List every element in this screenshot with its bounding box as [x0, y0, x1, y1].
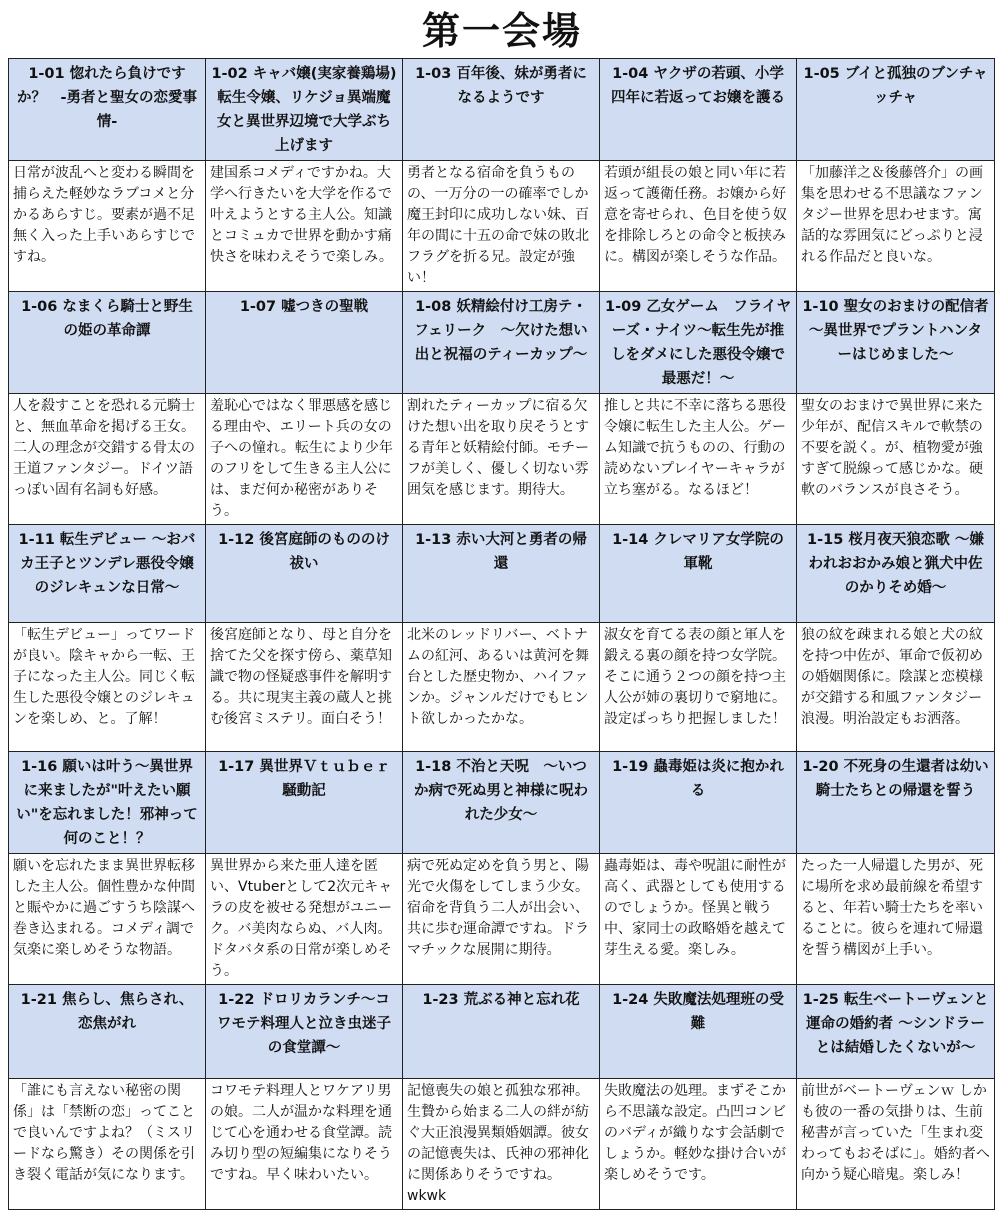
- comment-row: [9, 1079, 995, 1210]
- entry-title: 1-18 不治と天呪 ～いつか病で死ぬ男と神様に呪われた少女～: [403, 752, 600, 854]
- entry-title: 1-13 赤い大河と勇者の帰還: [403, 525, 600, 623]
- entry-comment: 病で死ぬ定めを負う男と、陽光で火傷をしてしまう少女。宿命を背負う二人が出会い、共に歩む運命譚ですね。ドラマチックな展開に期待。: [403, 854, 600, 985]
- entry-comment: 異世界から来た亜人達を匿い、Vtuberとして2次元キャラの皮を被せる発想がユニーク。バ美肉ならぬ、バ人肉。ドタバタ系の日常が楽しめそう。: [206, 854, 403, 985]
- entry-title: 1-03 百年後、妹が勇者になるようです: [403, 59, 600, 161]
- title-row: [9, 59, 995, 161]
- entry-comment: 前世がベートーヴェンｗ しかも彼の一番の気掛りは、生前秘書が言っていた「生まれ変わってもおそばに」。婚約者へ向かう疑心暗鬼。楽しみ！: [797, 1079, 995, 1210]
- entry-comment: コワモテ料理人とワケアリ男の娘。二人が温かな料理を通じて心を通わせる食堂譚。読み切り型の短編集になりそうですね。早く味わいたい。: [206, 1079, 403, 1210]
- page-title: 第一会場: [421, 9, 582, 53]
- entry-title: 1-21 焦らし、焦らされ、恋焦がれ: [9, 985, 206, 1079]
- entry-comment: 「加藤洋之＆後藤啓介」の画集を思わせる不思議なファンタジー世界を思わせます。寓話的な雰囲気にどっぷりと浸れる作品だと良いな。: [797, 161, 995, 292]
- entry-title: 1-12 後宮庭師のもののけ祓い: [206, 525, 403, 623]
- entry-title: 1-10 聖女のおまけの配信者～異世界でプラントハンターはじめました～: [797, 292, 995, 394]
- entry-comment: 「誰にも言えない秘密の関係」は「禁断の恋」ってことで良いんですよね？（ミスリードなら驚き）その関係を引き裂く電話が気になります。: [9, 1079, 206, 1210]
- entry-title: 1-16 願いは叶う～異世界に来ましたが"叶えたい願い"を忘れました！邪神って何のこと！？: [9, 752, 206, 854]
- comment-row: [9, 854, 995, 985]
- entry-comment: 狼の紋を疎まれる娘と犬の紋を持つ中佐が、軍命で仮初めの婚姻関係に。陰謀と恋模様が交錯する和風ファンタジー浪漫。明治設定もお洒落。: [797, 623, 995, 752]
- title-row: [9, 292, 995, 394]
- title-row: [9, 525, 995, 623]
- entry-comment: 「転生デビュー」ってワードが良い。陰キャから一転、王子になった主人公。同じく転生した悪役令嬢とのジレキュンを楽しめ、と。了解！: [9, 623, 206, 752]
- entry-comment: 記憶喪失の娘と孤独な邪神。生贄から始まる二人の絆が紡ぐ大正浪漫異類婚姻譚。彼女の記憶喪失は、氏神の邪神化に関係ありそうですね。wkwk: [403, 1079, 600, 1210]
- entry-title: 1-22 ドロリカランチ～コワモテ料理人と泣き虫迷子の食堂譚～: [206, 985, 403, 1079]
- entry-comment: 聖女のおまけで異世界に来た少年が、配信スキルで軟禁の不要を説く。が、植物愛が強すぎて脱線って感じかな。硬軟のバランスが良さそう。: [797, 394, 995, 525]
- comment-row: [9, 394, 995, 525]
- entry-title: 1-08 妖精絵付け工房テ・フェリーク ～欠けた想い出と祝福のティーカップ～: [403, 292, 600, 394]
- entry-comment: 後宮庭師となり、母と自分を捨てた父を探す傍ら、薬草知識で物の怪疑惑事件を解明する。共に現実主義の蔵人と挑む後宮ミステリ。面白そう！: [206, 623, 403, 752]
- entry-title: 1-17 異世界Ｖｔｕｂｅｒ騒動記: [206, 752, 403, 854]
- comment-row: [9, 161, 995, 292]
- entry-comment: 人を殺すことを恐れる元騎士と、無血革命を掲げる王女。二人の理念が交錯する骨太の王道ファンタジー。ドイツ語っぽい固有名詞も好感。: [9, 394, 206, 525]
- entry-comment: たった一人帰還した男が、死に場所を求め最前線を希望すると、年若い騎士たちを率いることに。彼らを連れて帰還を誓う構図が上手い。: [797, 854, 995, 985]
- entry-comment: 願いを忘れたまま異世界転移した主人公。個性豊かな仲間と賑やかに過ごすうち陰謀へ巻き込まれる。コメディ調で気楽に楽しめそうな物語。: [9, 854, 206, 985]
- entry-comment: 勇者となる宿命を負うものの、一万分の一の確率でしか魔王封印に成功しない妹、百年の間に十五の命で妹の敗北フラグを折る兄。設定が強い！: [403, 161, 600, 292]
- entry-title: 1-25 転生ベートーヴェンと運命の婚約者 ～シンドラーとは結婚したくないが～: [797, 985, 995, 1079]
- entry-title: 1-07 嘘つきの聖戦: [206, 292, 403, 394]
- comment-row: [9, 623, 995, 752]
- entry-comment: 淑女を育てる表の顔と軍人を鍛える裏の顔を持つ女学院。そこに通う２つの顔を持つ主人公が姉の裏切りで窮地に。設定ばっちり把握しました！: [600, 623, 797, 752]
- entry-title: 1-14 クレマリア女学院の軍靴: [600, 525, 797, 623]
- title-row: [9, 752, 995, 854]
- entry-comment: 推しと共に不幸に落ちる悪役令嬢に転生した主人公。ゲーム知識で抗うものの、行動の読めないプレイヤーキャラが立ち塞がる。なるほど！: [600, 394, 797, 525]
- entry-title: 1-02 キャバ嬢(実家養鶏場)転生令嬢、リケジョ異端魔女と異世界辺境で大学ぶち上げます: [206, 59, 403, 161]
- entries-table: [8, 58, 995, 1210]
- entry-title: 1-23 荒ぶる神と忘れ花: [403, 985, 600, 1079]
- entry-comment: 日常が波乱へと変わる瞬間を捕らえた軽妙なラブコメと分かるあらすじ。要素が過不足無く入った上手いあらすじですね。: [9, 161, 206, 292]
- entry-comment: 羞恥心ではなく罪悪感を感じる理由や、エリート兵の女の子への憧れ。転生により少年のフリをして生きる主人公には、まだ何か秘密がありそう。: [206, 394, 403, 525]
- entry-title: 1-15 桜月夜天狼恋歌 ～嫌われおおかみ娘と猟犬中佐のかりそめ婚～: [797, 525, 995, 623]
- entry-title: 1-06 なまくら騎士と野生の姫の革命譚: [9, 292, 206, 394]
- entry-title: 1-11 転生デビュー ～おバカ王子とツンデレ悪役令嬢のジレキュンな日常～: [9, 525, 206, 623]
- entry-title: 1-19 蟲毒姫は炎に抱かれる: [600, 752, 797, 854]
- title-row: [9, 985, 995, 1079]
- entry-comment: 失敗魔法の処理。まずそこから不思議な設定。凸凹コンビのバディが織りなす会話劇でしょうか。軽妙な掛け合いが楽しめそうです。: [600, 1079, 797, 1210]
- entry-title: 1-05 ブイと孤独のブンチャッチャ: [797, 59, 995, 161]
- entry-title: 1-20 不死身の生還者は幼い騎士たちとの帰還を誓う: [797, 752, 995, 854]
- entry-comment: 割れたティーカップに宿る欠けた想い出を取り戻そうとする青年と妖精絵付師。モチーフが美しく、優しく切ない雰囲気を感じます。期待大。: [403, 394, 600, 525]
- entry-comment: 北米のレッドリバー、ベトナムの紅河、あるいは黄河を舞台とした歴史物か、ハイファンか。ジャンルだけでもヒント欲しかったかな。: [403, 623, 600, 752]
- entry-title: 1-04 ヤクザの若頭、小学四年に若返ってお嬢を護る: [600, 59, 797, 161]
- entry-comment: 建国系コメディですかね。大学へ行きたいを大学を作るで叶えようとする主人公。知識とコミュカで世界を動かす痛快さを味わえそうで楽しみ。: [206, 161, 403, 292]
- entry-comment: 蟲毒姫は、毒や呪詛に耐性が高く、武器としても使用するのでしょうか。怪異と戦う中、家同士の政略婚を越えて芽生える愛。楽しみ。: [600, 854, 797, 985]
- entry-title: 1-01 惚れたら負けですか？ -勇者と聖女の恋愛事情-: [9, 59, 206, 161]
- entry-title: 1-09 乙女ゲーム フライヤーズ・ナイツ～転生先が推しをダメにした悪役令嬢で最悪だ！～: [600, 292, 797, 394]
- entry-title: 1-24 失敗魔法処理班の受難: [600, 985, 797, 1079]
- entry-comment: 若頭が組長の娘と同い年に若返って護衛任務。お嬢から好意を寄せられ、色目を使う奴を排除しろとの命令と板挟みに。構図が楽しそうな作品。: [600, 161, 797, 292]
